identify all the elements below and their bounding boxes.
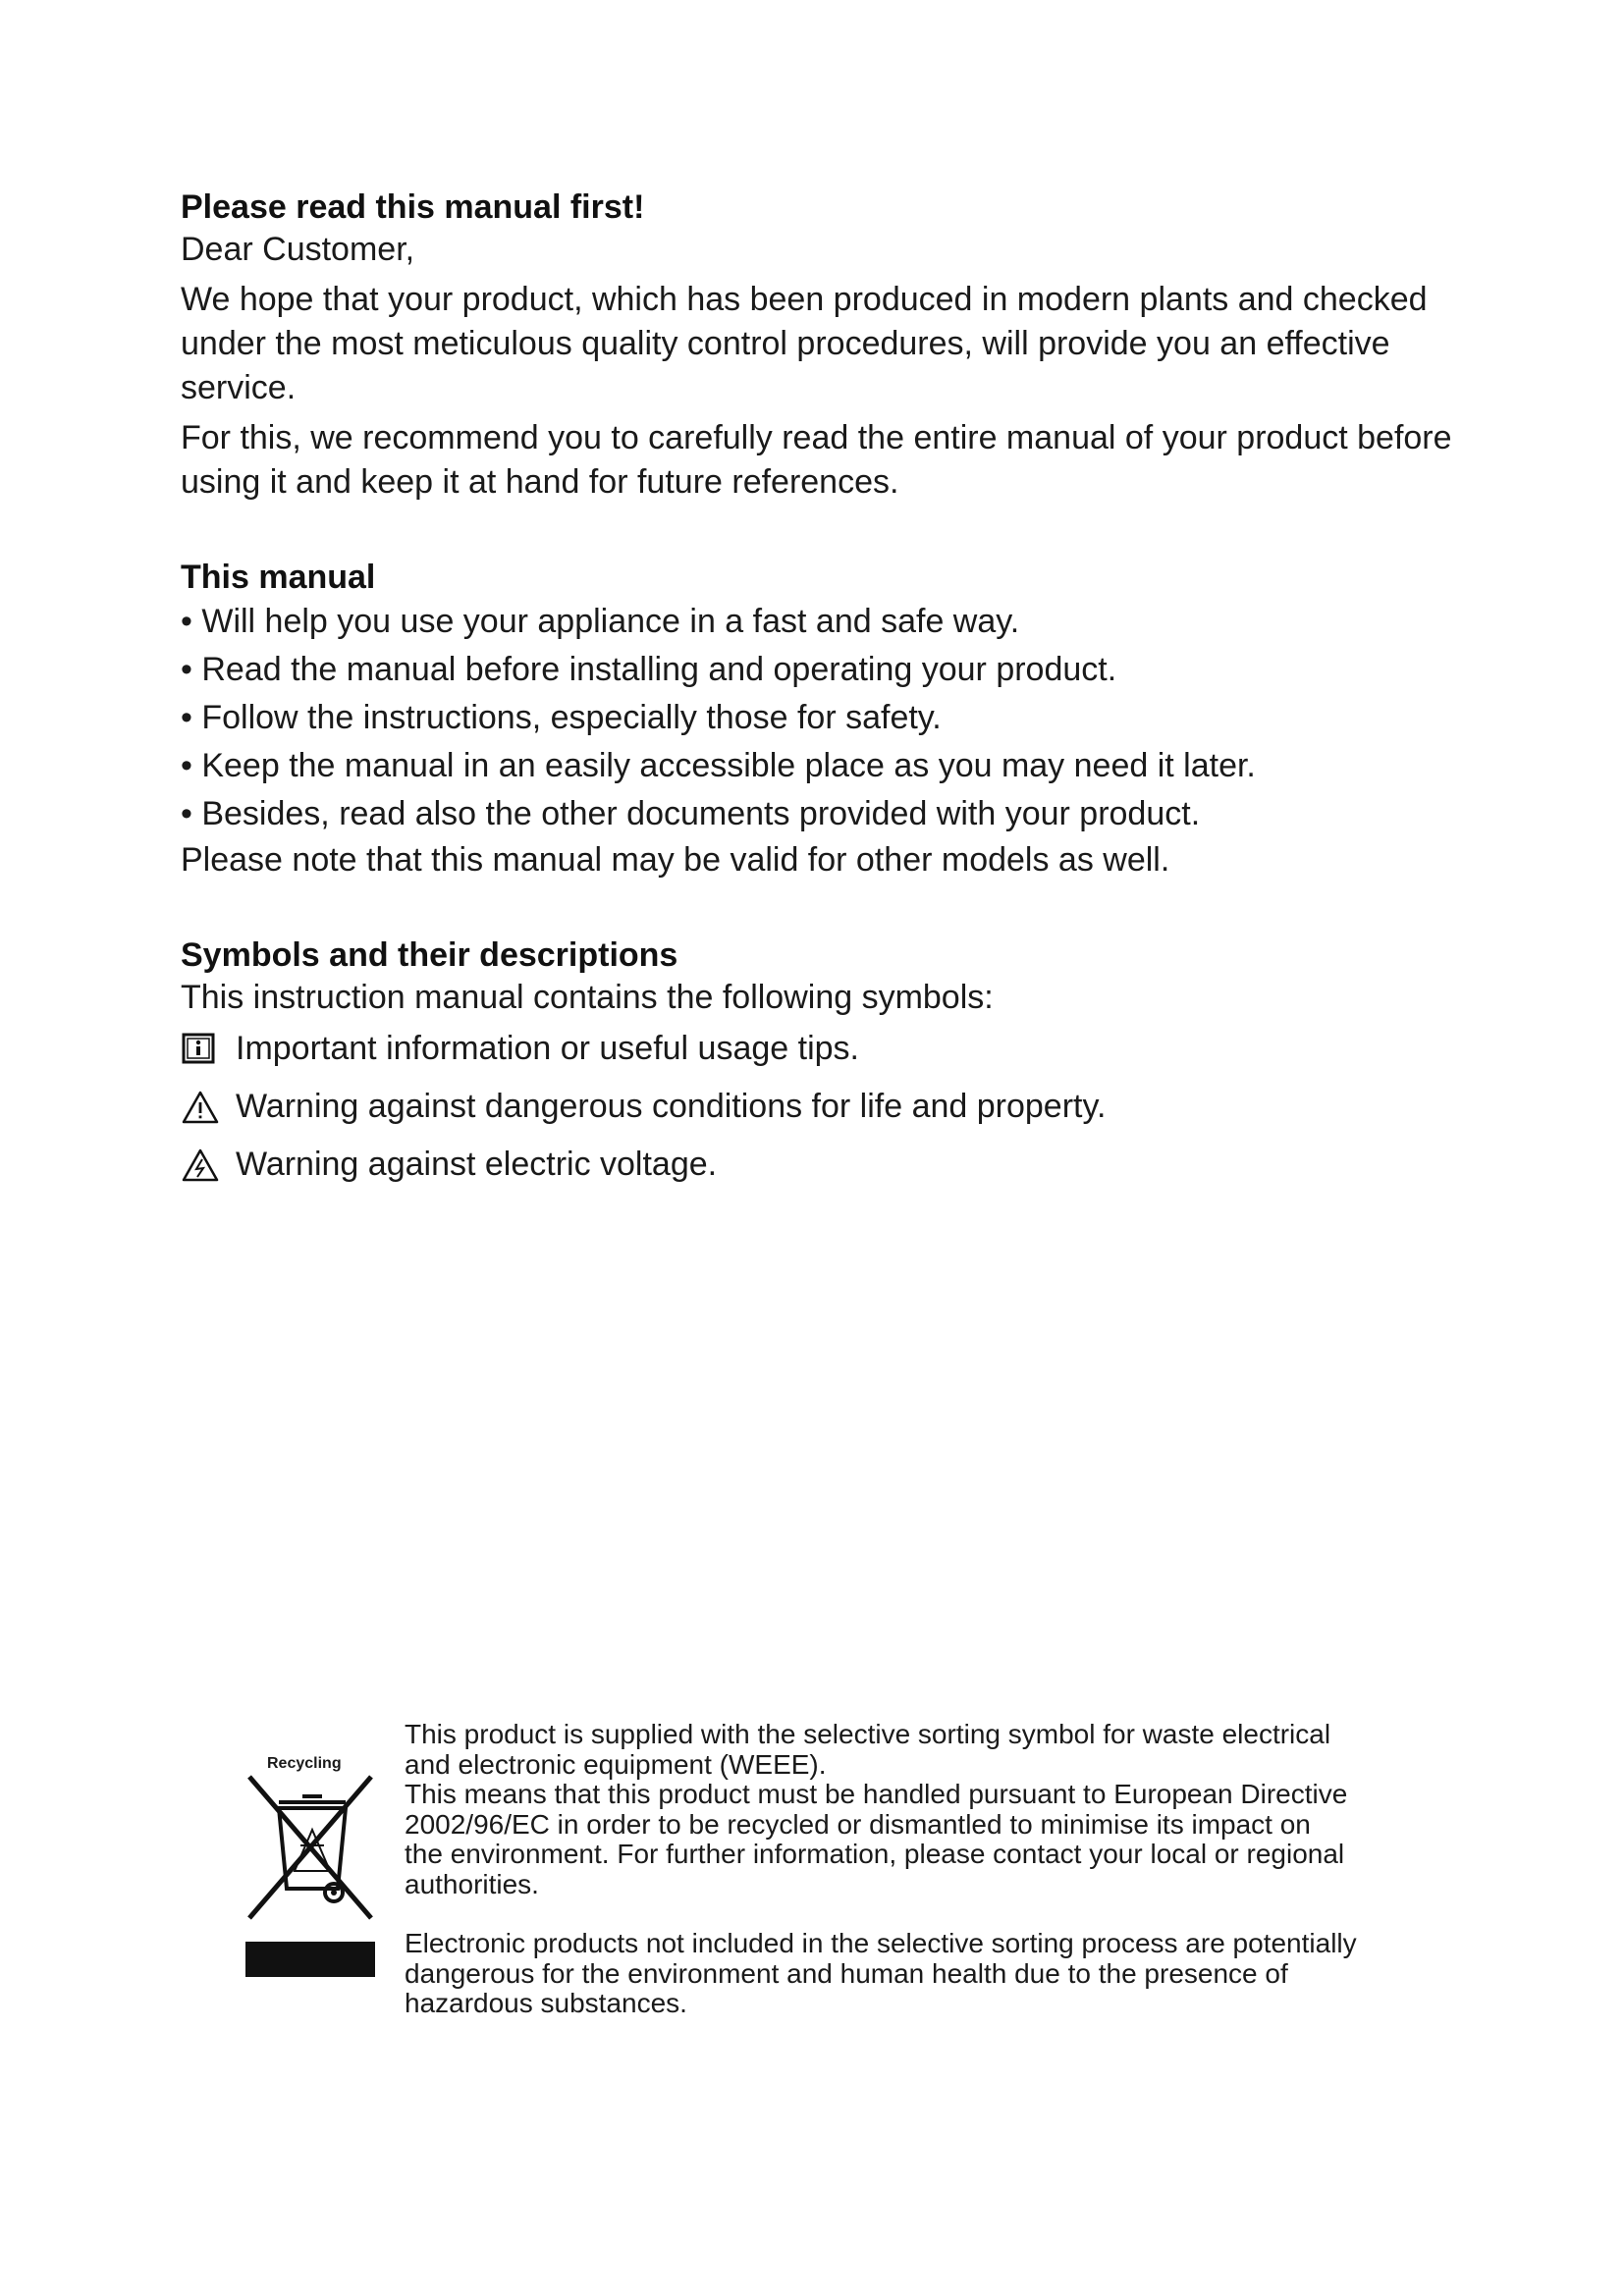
manual-page	[181, 187, 1457, 1194]
weee-line: This product is supplied with the selective sorting symbol for waste electrical	[405, 1719, 1331, 1749]
greeting: Dear Customer,	[181, 231, 415, 268]
symbol-row-warning	[181, 1078, 1457, 1136]
manual-note: Please note that this manual may be valid for other models as well.	[181, 841, 1170, 879]
list-item: • Will help you use your appliance in a fast and safe way.	[181, 603, 1020, 640]
weee-recycling-icon	[244, 1751, 377, 1977]
electric-warning-icon	[181, 1148, 218, 1183]
weee-text	[405, 1720, 1435, 2019]
weee-notice	[244, 1720, 1441, 2034]
list-item: • Besides, read also the other documents provided with your product.	[181, 795, 1201, 832]
symbols-intro: This instruction manual contains the following symbols:	[181, 979, 994, 1016]
weee-line: Electronic products not included in the selective sorting process are potentially	[405, 1928, 1357, 1958]
manual-bullet-list	[181, 598, 1457, 838]
weee-line: the environment. For further information, please contact your local or regional	[405, 1839, 1345, 1869]
warning-triangle-icon	[181, 1090, 218, 1125]
weee-line: hazardous substances.	[405, 1988, 687, 2018]
weee-logo-label: Recycling	[267, 1755, 342, 1772]
symbol-row-electric	[181, 1136, 1457, 1194]
info-icon	[181, 1032, 218, 1067]
intro-paragraph-2: For this, we recommend you to carefully read the entire manual of your product before using it and keep it at hand for future references.	[181, 419, 1452, 501]
manual-title: This manual	[181, 559, 376, 596]
intro-paragraph-1: We hope that your product, which has been produced in modern plants and checked under the most meticulous quality control procedures, will provide you an effective service.	[181, 281, 1428, 406]
weee-line: and electronic equipment (WEEE).	[405, 1748, 827, 1780]
weee-line: 2002/96/EC in order to be recycled or dismantled to minimise its impact on	[405, 1808, 1311, 1840]
weee-line: authorities.	[405, 1868, 539, 1899]
list-item: • Keep the manual in an easily accessible place as you may need it later.	[181, 747, 1256, 784]
weee-line: This means that this product must be handled pursuant to European Directive	[405, 1779, 1348, 1809]
symbol-row-info	[181, 1020, 1457, 1078]
symbol-label: Warning against dangerous conditions for life and property.	[236, 1088, 1107, 1125]
weee-line: dangerous for the environment and human health due to the presence of	[405, 1957, 1288, 1989]
intro-title: Please read this manual first!	[181, 188, 645, 226]
symbol-label: Important information or useful usage tips.	[236, 1030, 859, 1067]
list-item: • Read the manual before installing and operating your product.	[181, 651, 1117, 688]
symbol-label: Warning against electric voltage.	[236, 1146, 718, 1183]
symbols-title: Symbols and their descriptions	[181, 936, 678, 974]
list-item: • Follow the instructions, especially those for safety.	[181, 699, 942, 736]
